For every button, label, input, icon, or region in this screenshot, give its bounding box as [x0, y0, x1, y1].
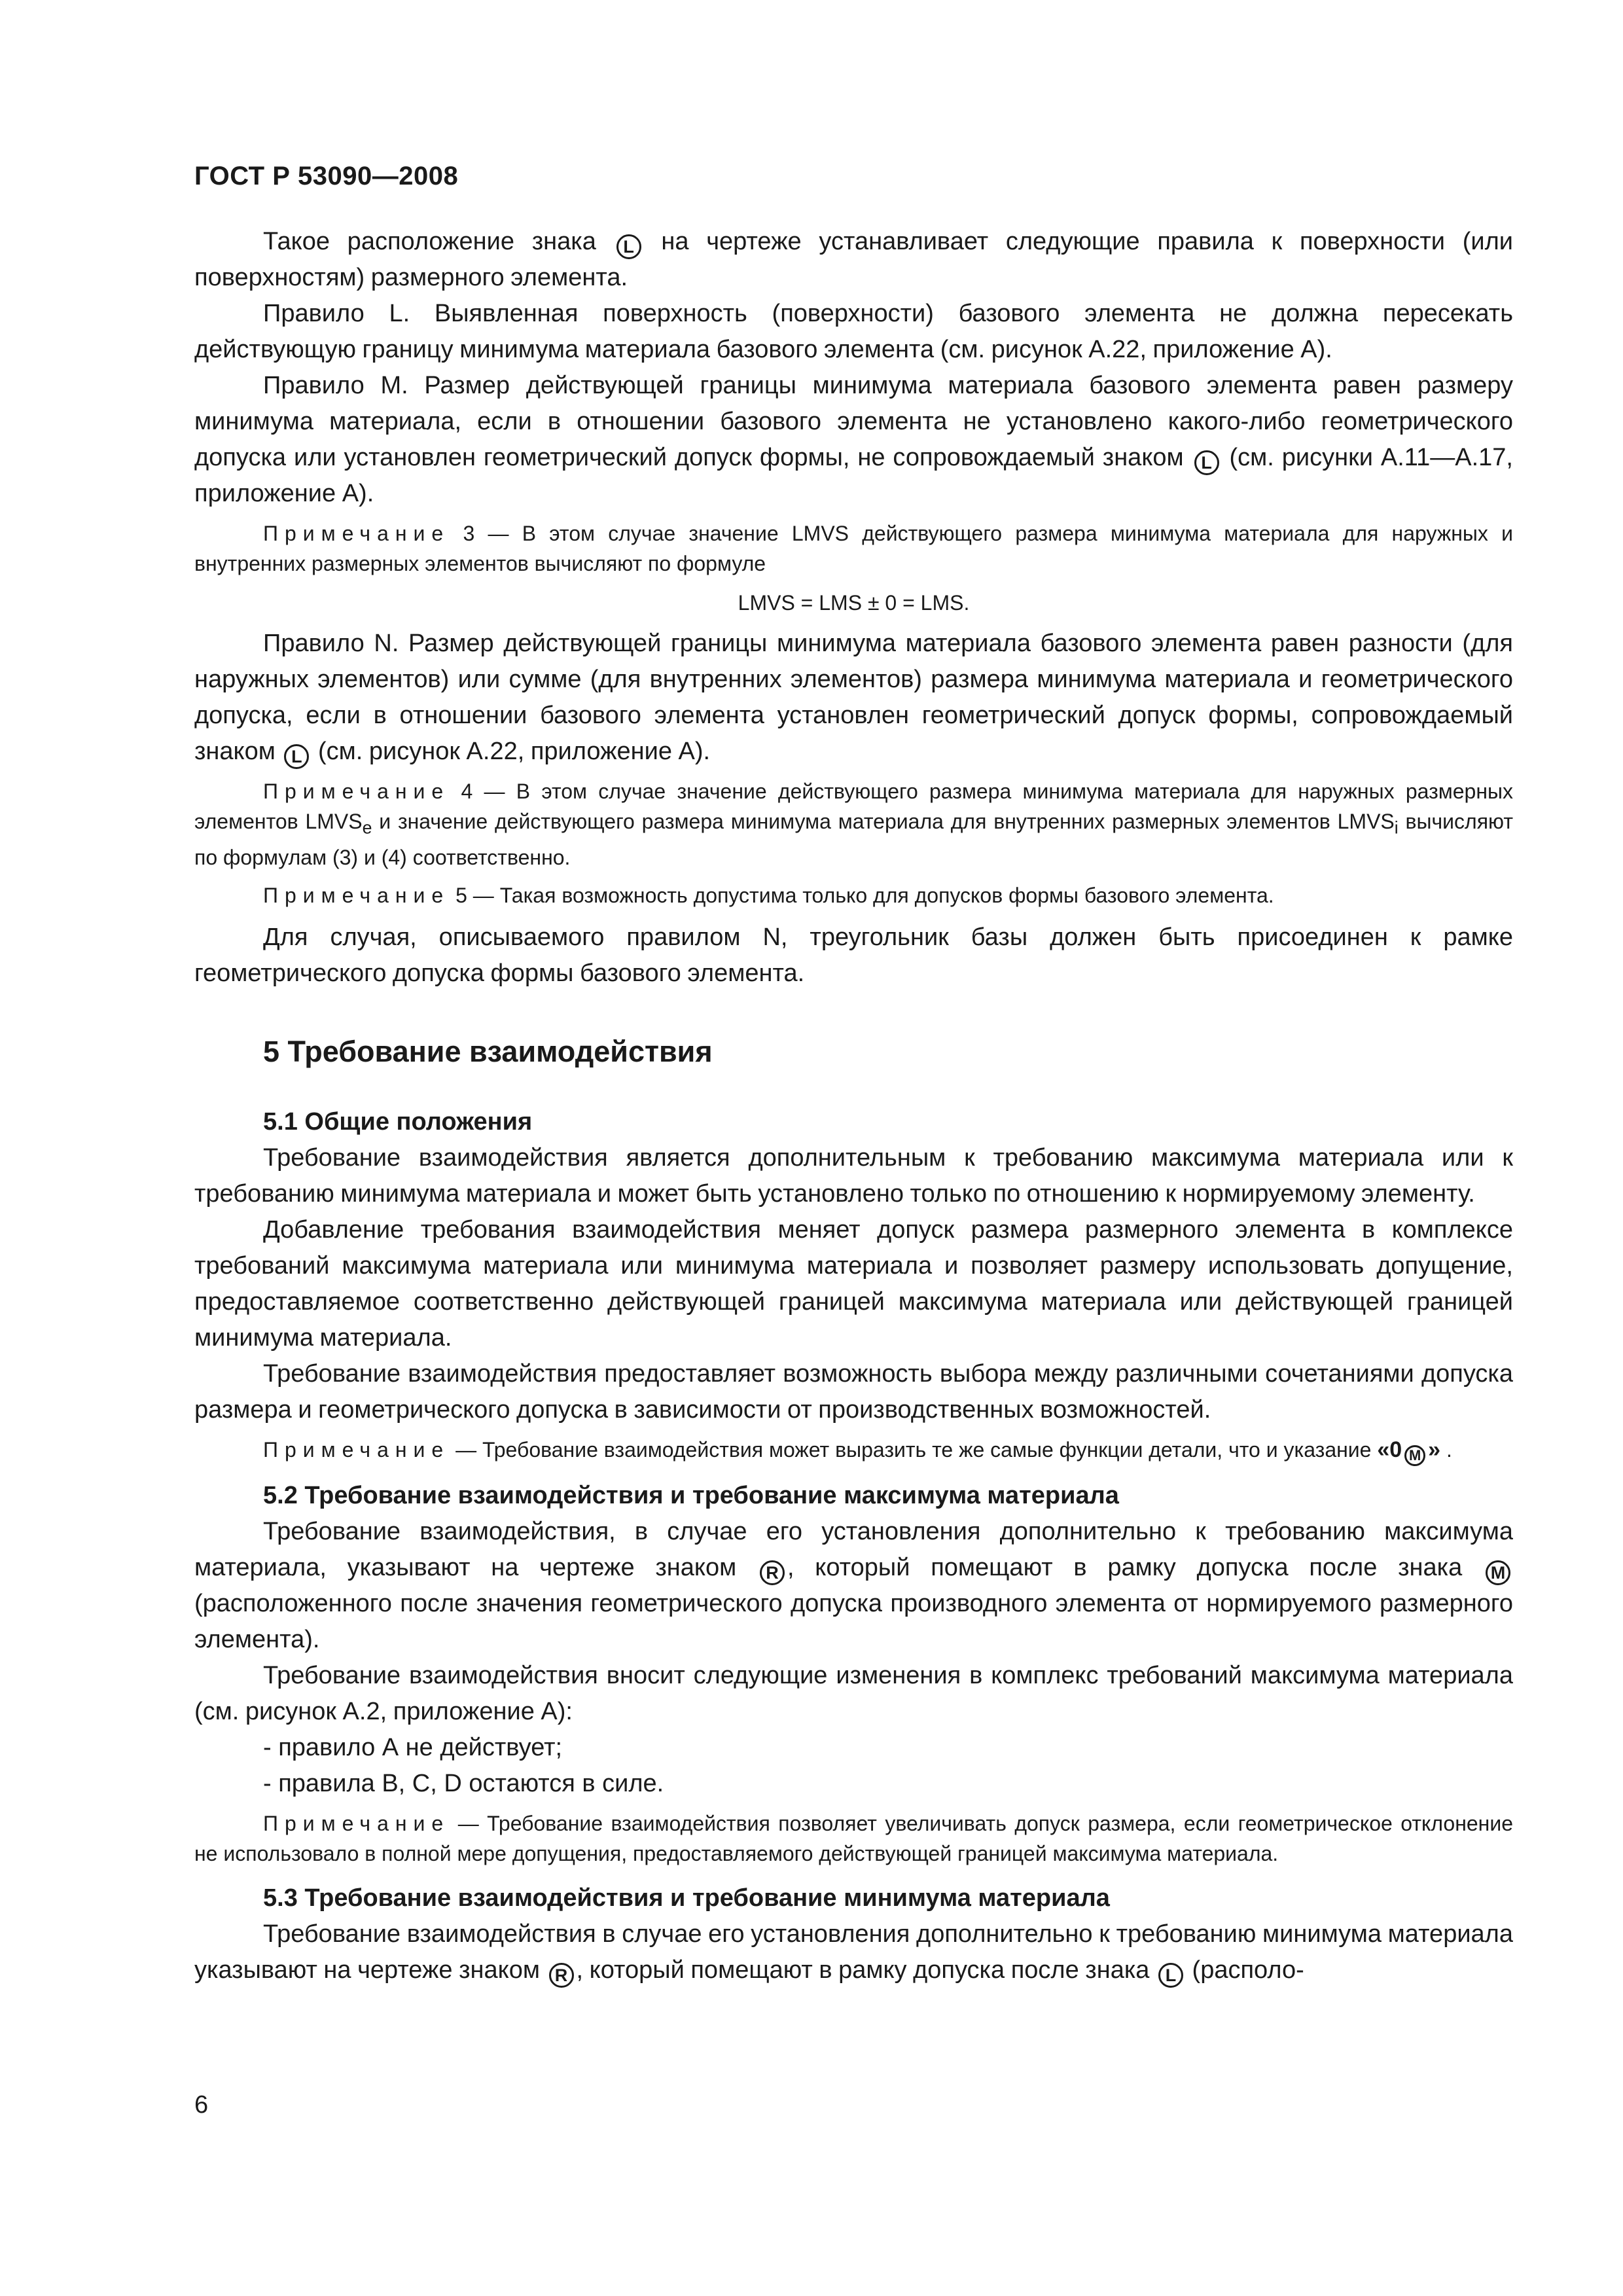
- list-item: - правила В, С, D остаются в силе.: [263, 1770, 664, 1798]
- section-5-2-paragraph-1: [194, 1514, 1513, 1658]
- intro-text-b: на чертеже устанавливает следующие правила к поверхности (или поверхностям) размерного элемента.: [194, 228, 1514, 291]
- section-5-1-paragraph-2: Добавление требования взаимодействия меняет допуск размера размерного элемента в комплексе требований максимума материала или минимума материала и позволяет размеру использовать допущение, предоставляемое соответственно действующей границей максимума материала или действующей границей минимума материала.: [194, 1216, 1513, 1352]
- section-5-2-text-a: Требование взаимодействия, в случае его установления дополнительно к требованию максимума материала, указывают на чертеже знаком: [194, 1518, 1513, 1582]
- section-5-3-text-c: (располо-: [1192, 1956, 1304, 1984]
- section-5-2-text-b: , который помещают в рамку допуска после знака: [787, 1554, 1463, 1582]
- section-5-2-note-text: — Требование взаимодействия позволяет увеличивать допуск размера, если геометрическое отклонение не использовало в полной мере допущения, предоставляемого действующей границей максимума материала.: [194, 1812, 1514, 1866]
- least-material-symbol-icon: L: [284, 744, 309, 769]
- rule-m-paragraph: [194, 368, 1513, 512]
- section-5-3-text-a: Требование взаимодействия в случае его установления дополнительно к требованию минимума материала указывают на чертеже знаком: [194, 1920, 1513, 1984]
- section-5-1-heading: 5.1 Общие положения: [263, 1108, 533, 1136]
- document-code-header: ГОСТ Р 53090—2008: [194, 162, 459, 190]
- section-5-2-text-c: (расположенного после значения геометрического допуска производного элемента от нормируемого размерного элемента).: [194, 1590, 1513, 1654]
- note-5-text: 5 — Такая возможность допустима только для допусков формы базового элемента.: [455, 884, 1274, 908]
- section-5-1-note: [194, 1435, 1513, 1466]
- rule-n-text-a: Правило N. Размер действующей границы минимума материала базового элемента равен разности (для наружных элементов) или сумме (для внутренних элементов) размера минимума материала и геометрического допуска, если в отношении базового элемента установлен геометрический допуск формы, сопровождаемый знаком: [194, 630, 1513, 765]
- list-item: - правило А не действует;: [263, 1734, 563, 1762]
- note-label: Примечание: [263, 1812, 450, 1836]
- note-4: [194, 776, 1513, 872]
- note-3-text: 3 — В этом случае значение LMVS действующего размера минимума материала для наружных и внутренних размерных элементов вычисляют по формуле: [194, 522, 1514, 575]
- rule-n-paragraph: [194, 626, 1513, 770]
- note-4-text-a: 4 — В этом случае значение действующего размера минимума материала для наружных размерных элементов LMVS: [194, 780, 1514, 833]
- section-5-2-note: [194, 1808, 1513, 1869]
- note-label: Примечание: [263, 1438, 450, 1462]
- intro-paragraph: [194, 224, 1513, 296]
- note-3: [194, 518, 1513, 579]
- note-5: [194, 880, 1513, 910]
- section-5-2-paragraph-2: Требование взаимодействия вносит следующие изменения в комплекс требований максимума материала (см. рисунок А.2, приложение А):: [194, 1662, 1513, 1726]
- rule-m-text-b: (см. рисунки А.11—А.17, приложение А).: [194, 444, 1513, 507]
- quote-open: «0: [1377, 1437, 1402, 1463]
- least-material-symbol-icon: L: [1158, 1963, 1183, 1988]
- rule-m-text-a: Правило М. Размер действующей границы минимума материала базового элемента равен размеру минимума материала, если в отношении базового элемента не установлено какого-либо геометрического допуска или установлен геометрический допуск формы, не сопровождаемый знаком: [194, 372, 1513, 471]
- page-number: 6: [194, 2091, 209, 2119]
- section-5-3-text-b: , который помещают в рамку допуска после знака: [576, 1956, 1150, 1984]
- section-5-3-paragraph-1: [194, 1916, 1513, 1988]
- lmvs-formula: LMVS = LMS ± 0 = LMS.: [738, 591, 970, 615]
- section-5-3-heading: 5.3 Требование взаимодействия и требование минимума материала: [263, 1884, 1110, 1912]
- section-5-2-heading: 5.2 Требование взаимодействия и требование максимума материала: [263, 1482, 1119, 1510]
- note-4-text-c: вычисляют по формулам (3) и (4) соответственно.: [194, 810, 1513, 870]
- reciprocity-symbol-icon: R: [549, 1963, 574, 1988]
- section-5-1-paragraph-3: Требование взаимодействия предоставляет возможность выбора между различными сочетаниями допуска размера и геометрического допуска в зависимости от производственных возможностей.: [194, 1360, 1513, 1424]
- note-label: Примечание: [263, 884, 450, 908]
- subscript-e: e: [362, 817, 372, 838]
- page-body: [194, 224, 1513, 1988]
- intro-text-a: Такое расположение знака: [263, 228, 596, 255]
- rule-l-paragraph: Правило L. Выявленная поверхность (поверхности) базового элемента не должна пересекать действующую границу минимума материала базового элемента (см. рисунок А.22, приложение А).: [194, 300, 1513, 363]
- maximum-material-symbol-icon: M: [1404, 1445, 1425, 1466]
- section-5-1-paragraph-1: Требование взаимодействия является дополнительным к требованию максимума материала или к требованию минимума материала и может быть установлено только по отношению к нормируемому элементу.: [194, 1144, 1513, 1208]
- note-label: Примечание: [263, 780, 450, 803]
- section-5-heading: 5 Требование взаимодействия: [263, 1035, 713, 1069]
- reciprocity-symbol-icon: R: [760, 1560, 785, 1585]
- least-material-symbol-icon: L: [1194, 450, 1219, 475]
- rule-n-text-b: (см. рисунок А.22, приложение А).: [317, 738, 711, 765]
- note-end: .: [1446, 1438, 1452, 1462]
- maximum-material-symbol-icon: M: [1486, 1560, 1510, 1585]
- quote-close: »: [1428, 1437, 1441, 1463]
- least-material-symbol-icon: L: [616, 234, 641, 259]
- note-4-text-b: и значение действующего размера минимума материала для внутренних размерных элементов LMVS: [379, 810, 1395, 833]
- note-label: Примечание: [263, 522, 450, 545]
- section-5-1-note-text: — Требование взаимодействия может выразить те же самые функции детали, что и указание: [455, 1438, 1372, 1462]
- rule-n-case-paragraph: Для случая, описываемого правилом N, треугольник базы должен быть присоединен к рамке геометрического допуска формы базового элемента.: [194, 924, 1513, 988]
- subscript-i: i: [1394, 817, 1399, 838]
